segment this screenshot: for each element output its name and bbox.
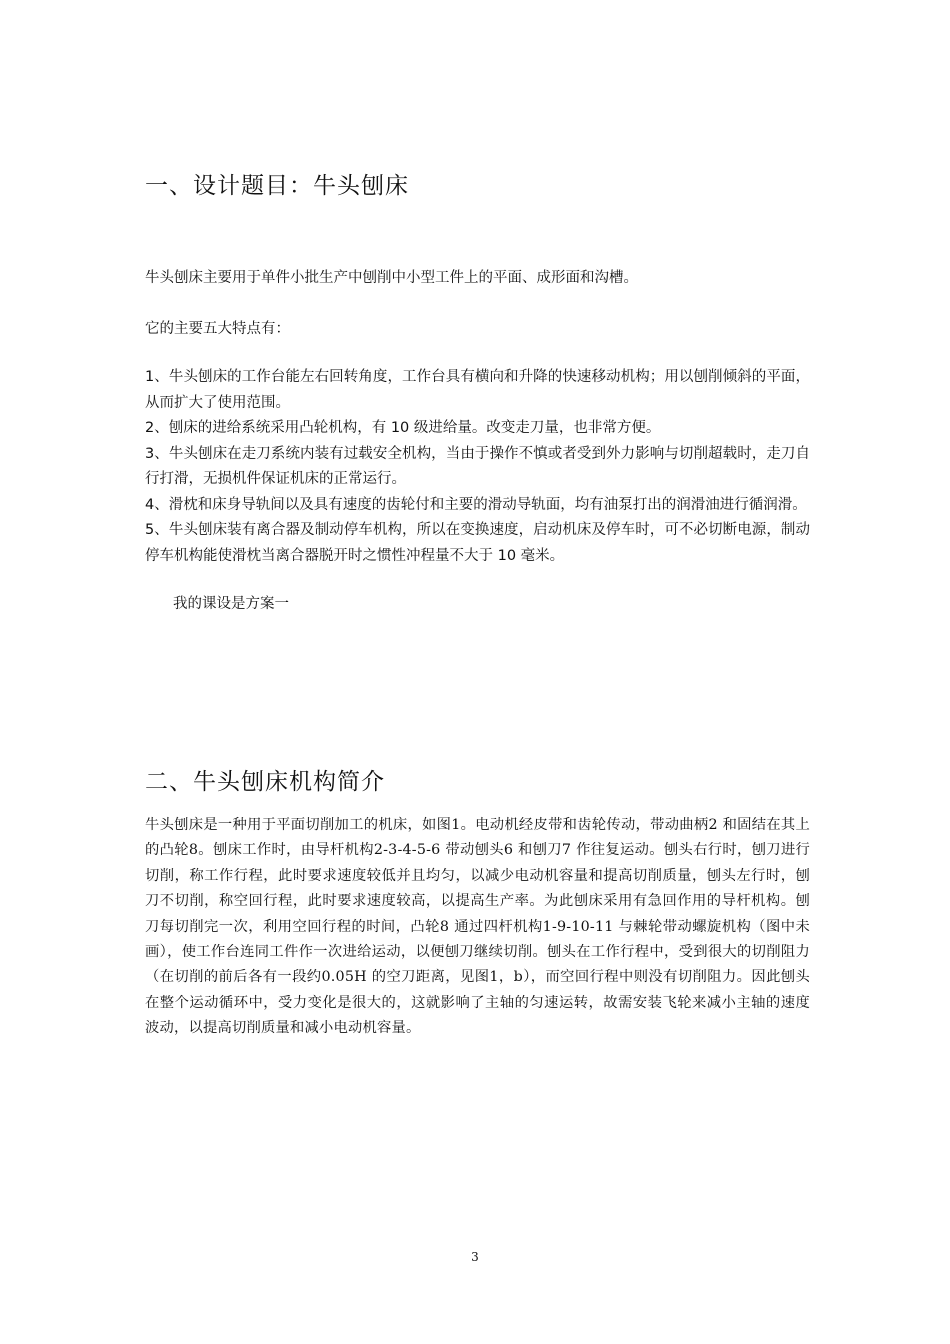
- section2-body: 牛头刨床是一种用于平面切削加工的机床，如图1。电动机经皮带和齿轮传动，带动曲柄2 和固结在其上的凸轮8。刨床工作时，由导杆机构2-3-4-5-6 带动刨头6 和刨刀7 作往复运动。刨头右行时，刨刀进行切削，称工作行程，此时要求速度较低并且均匀，以减少电动机容量和提高切削质量，刨头左行时，刨刀不切削，称空回行程，此时要求速度较高，以提高生产率。为此刨床采用有急回作用的导杆机构。刨刀每切削完一次，利用空回行程的时间，凸轮8 通过四杆机构1-9-10-11 与棘轮带动螺旋机构（图中未画），使工作台连同工件作一次进给运动，以便刨刀继续切削。刨头在工作行程中，受到很大的切削阻力（在切削的前后各有一段约0.05H 的空刀距离，见图1，b），而空回行程中则没有切削阻力。因此刨头在整个运动循环中，受力变化是很大的，这就影响了主轴的匀速运转，故需安装飞轮来减小主轴的速度波动，以提高切削质量和减小电动机容量。: [145, 817, 810, 1037]
- feature-item: 1、牛头刨床的工作台能左右回转角度，工作台具有横向和升降的快速移动机构；用以刨削倾斜的平面，从而扩大了使用范围。: [145, 369, 810, 411]
- feature-item: 4、滑枕和床身导轨间以及具有速度的齿轮付和主要的滑动导轨面，均有油泵打出的润滑油进行循润滑。: [145, 496, 807, 513]
- section1-intro: 牛头刨床主要用于单件小批生产中刨削中小型工件上的平面、成形面和沟槽。: [145, 270, 638, 286]
- features-list: [145, 365, 810, 569]
- section2-heading: 二、牛头刨床机构简介: [145, 769, 385, 795]
- feature-item: 3、牛头刨床在走刀系统内装有过载安全机构，当由于操作不慎或者受到外力影响与切削超载时，走刀自行打滑，无损机件保证机床的正常运行。: [145, 445, 810, 487]
- feature-item: 2、刨床的进给系统采用凸轮机构，有 10 级进给量。改变走刀量，也非常方便。: [145, 420, 661, 436]
- plan-statement: 我的课设是方案一: [173, 596, 289, 612]
- page-number: 3: [471, 1250, 479, 1264]
- features-lead: 它的主要五大特点有：: [145, 321, 290, 337]
- feature-item: 5、牛头刨床装有离合器及制动停车机构，所以在变换速度，启动机床及停车时，可不必切断电源，制动停车机构能使滑枕当离合器脱开时之惯性冲程量不大于 10 毫米。: [145, 522, 810, 564]
- section1-heading: 一、设计题目：牛头刨床: [145, 173, 409, 199]
